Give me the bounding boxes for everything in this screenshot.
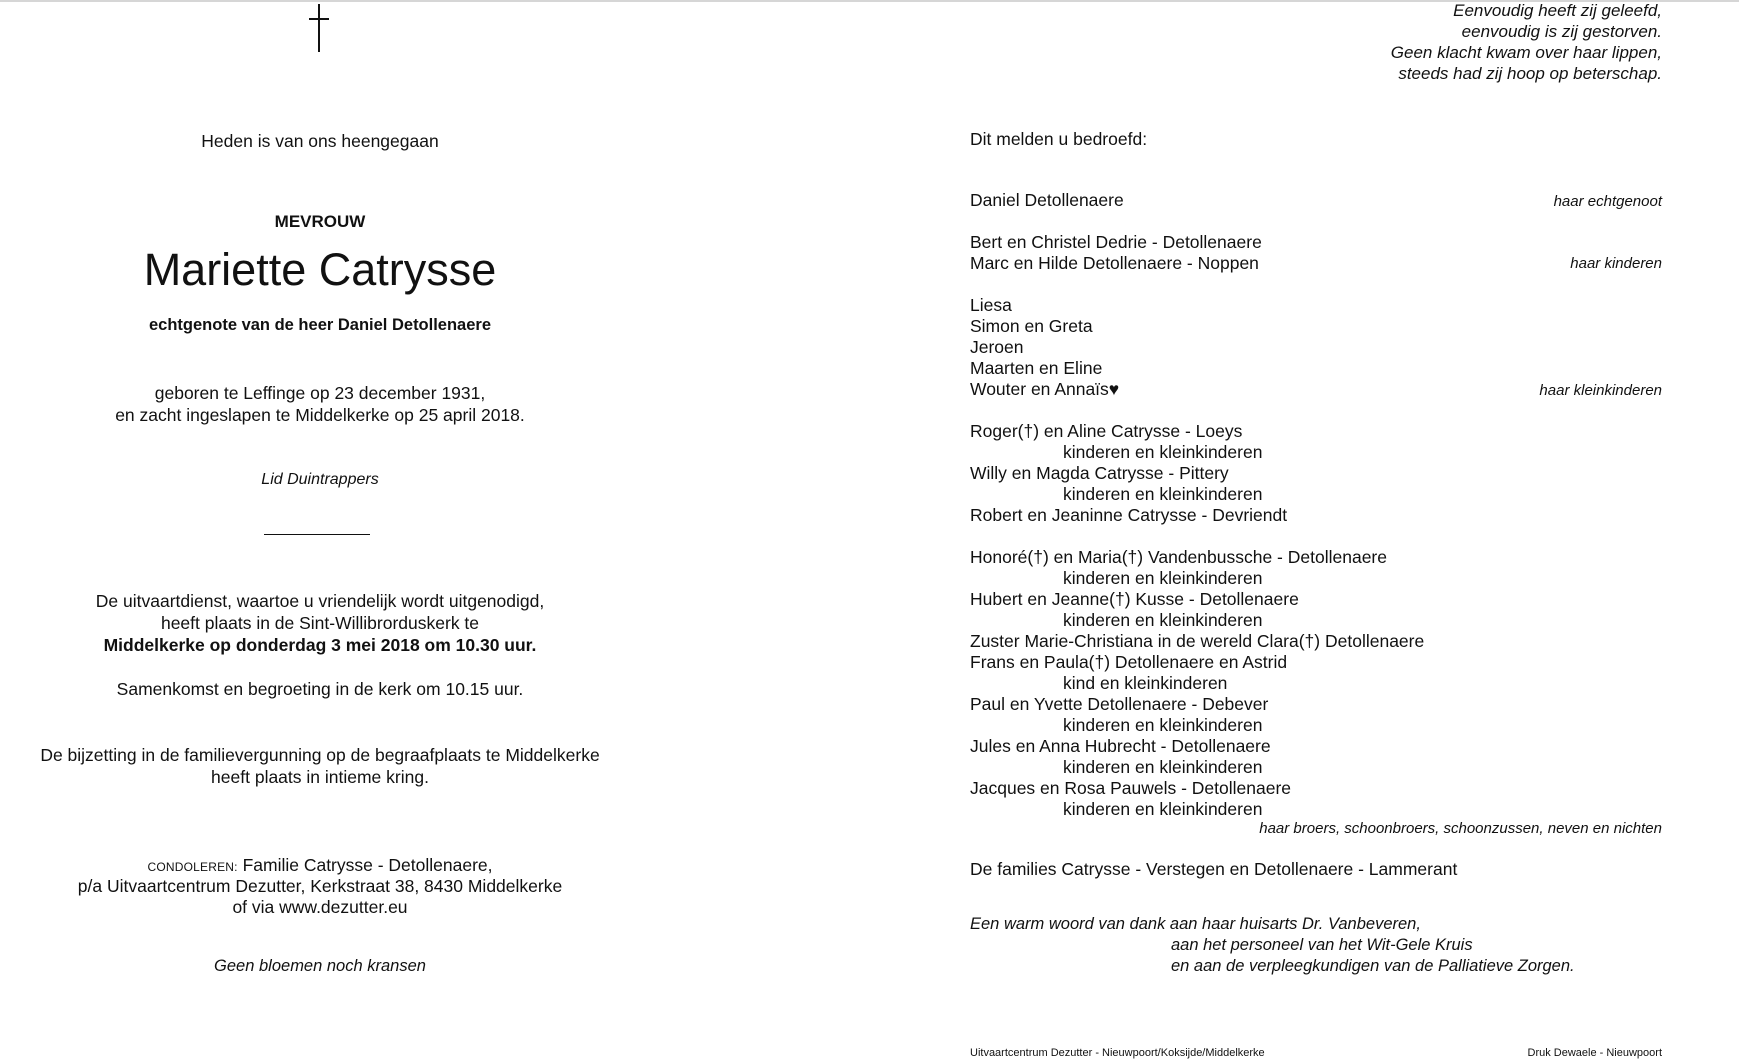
husband-role: haar echtgenoot — [1553, 193, 1662, 210]
list-item: Hubert en Jeanne(†) Kusse - Detollenaere — [970, 589, 1299, 609]
list-item: kinderen en kleinkinderen — [1063, 715, 1263, 735]
thanks-line: Een warm woord van dank aan haar huisarts Dr. Vanbeveren, — [970, 915, 1421, 933]
thanks-line: aan het personeel van het Wit-Gele Kruis — [1171, 936, 1473, 954]
list-item: Willy en Magda Catrysse - Pittery — [970, 463, 1229, 483]
burial-line-1: De bijzetting in de familievergunning op de begraafplaats te Middelkerke — [40, 745, 600, 765]
thanks-line: en aan de verpleegkundigen van de Palliatieve Zorgen. — [1171, 957, 1575, 975]
list-item: kinderen en kleinkinderen — [1063, 757, 1263, 777]
condolences-label: CONDOLEREN: — [147, 860, 238, 874]
death-line: en zacht ingeslapen te Middelkerke op 25 april 2018. — [115, 405, 525, 425]
siblings-list-a — [970, 421, 1287, 526]
poem — [1391, 0, 1662, 84]
announce-text: Dit melden u bedroefd: — [970, 129, 1148, 149]
no-flowers-note: Geen bloemen noch kransen — [214, 957, 426, 975]
children-list — [970, 232, 1262, 274]
gathering-text: Samenkomst en begroeting in de kerk om 10.15 uur. — [116, 679, 524, 699]
thanks-block — [970, 914, 1575, 977]
burial-line-2: heeft plaats in intieme kring. — [211, 767, 429, 787]
list-item: kinderen en kleinkinderen — [1063, 442, 1263, 462]
condolences-web: of via www.dezutter.eu — [232, 897, 408, 917]
membership: Lid Duintrappers — [261, 471, 379, 488]
list-item: kinderen en kleinkinderen — [1063, 484, 1263, 504]
deceased-name: Mariette Catrysse — [143, 244, 497, 295]
list-item: Wouter en Annaïs♥ — [970, 379, 1120, 399]
list-item: Bert en Christel Dedrie - Detollenaere — [970, 232, 1262, 252]
list-item: Zuster Marie-Christiana in de wereld Clara(†) Detollenaere — [970, 631, 1425, 651]
list-item: Roger(†) en Aline Catrysse - Loeys — [970, 421, 1243, 441]
list-item: Honoré(†) en Maria(†) Vandenbussche - Detollenaere — [970, 547, 1387, 567]
list-item: Simon en Greta — [970, 316, 1093, 336]
list-item: Frans en Paula(†) Detollenaere en Astrid — [970, 652, 1288, 672]
list-item: Paul en Yvette Detollenaere - Debever — [970, 694, 1269, 714]
poem-line: Geen klacht kwam over haar lippen, — [1390, 43, 1662, 62]
families-line: De families Catrysse - Verstegen en Detollenaere - Lammerant — [970, 859, 1458, 879]
siblings-list-b — [970, 547, 1424, 820]
list-item: Jeroen — [970, 337, 1024, 357]
divider — [264, 534, 370, 535]
list-item: Jules en Anna Hubrecht - Detollenaere — [970, 736, 1271, 756]
list-item: Robert en Jeaninne Catrysse - Devriendt — [970, 505, 1288, 525]
footer-printer: Druk Dewaele - Nieuwpoort — [1527, 1047, 1662, 1059]
list-item: Liesa — [970, 295, 1012, 315]
poem-line: steeds had zij hoop op beterschap. — [1398, 64, 1662, 83]
footer-funeral-home: Uitvaartcentrum Dezutter - Nieuwpoort/Koksijde/Middelkerke — [970, 1047, 1265, 1059]
service-line-2: heeft plaats in de Sint-Willibrorduskerk te — [160, 613, 480, 633]
grandchildren-role: haar kleinkinderen — [1539, 382, 1662, 399]
condolences-address: p/a Uitvaartcentrum Dezutter, Kerkstraat 38, 8430 Middelkerke — [77, 876, 563, 896]
right-panel — [970, 0, 1700, 1064]
list-item: kinderen en kleinkinderen — [1063, 799, 1263, 819]
left-panel — [0, 0, 640, 1064]
list-item: Jacques en Rosa Pauwels - Detollenaere — [970, 778, 1292, 798]
list-item: kinderen en kleinkinderen — [1063, 568, 1263, 588]
list-item: kind en kleinkinderen — [1063, 673, 1228, 693]
husband-name: Daniel Detollenaere — [970, 190, 1124, 210]
intro-text: Heden is van ons heengegaan — [201, 131, 439, 151]
list-item: Maarten en Eline — [970, 358, 1103, 378]
list-item: kinderen en kleinkinderen — [1063, 610, 1263, 630]
poem-line: Eenvoudig heeft zij geleefd, — [1453, 1, 1662, 20]
spouse-line: echtgenote van de heer Daniel Detollenaere — [148, 316, 492, 334]
poem-line: eenvoudig is zij gestorven. — [1461, 22, 1662, 41]
children-role: haar kinderen — [1570, 255, 1662, 272]
service-line-1: De uitvaartdienst, waartoe u vriendelijk wordt uitgenodigd, — [95, 591, 545, 611]
service-date: Middelkerke op donderdag 3 mei 2018 om 10.30 uur. — [103, 635, 537, 655]
grandchildren-list — [970, 295, 1119, 400]
salutation: MEVROUW — [274, 212, 366, 231]
siblings-role: haar broers, schoonbroers, schoonzussen, neven en nichten — [1259, 820, 1662, 837]
birth-line: geboren te Leffinge op 23 december 1931, — [154, 383, 486, 403]
list-item: Marc en Hilde Detollenaere - Noppen — [970, 253, 1259, 273]
condolences-name: Familie Catrysse - Detollenaere, — [242, 855, 493, 875]
